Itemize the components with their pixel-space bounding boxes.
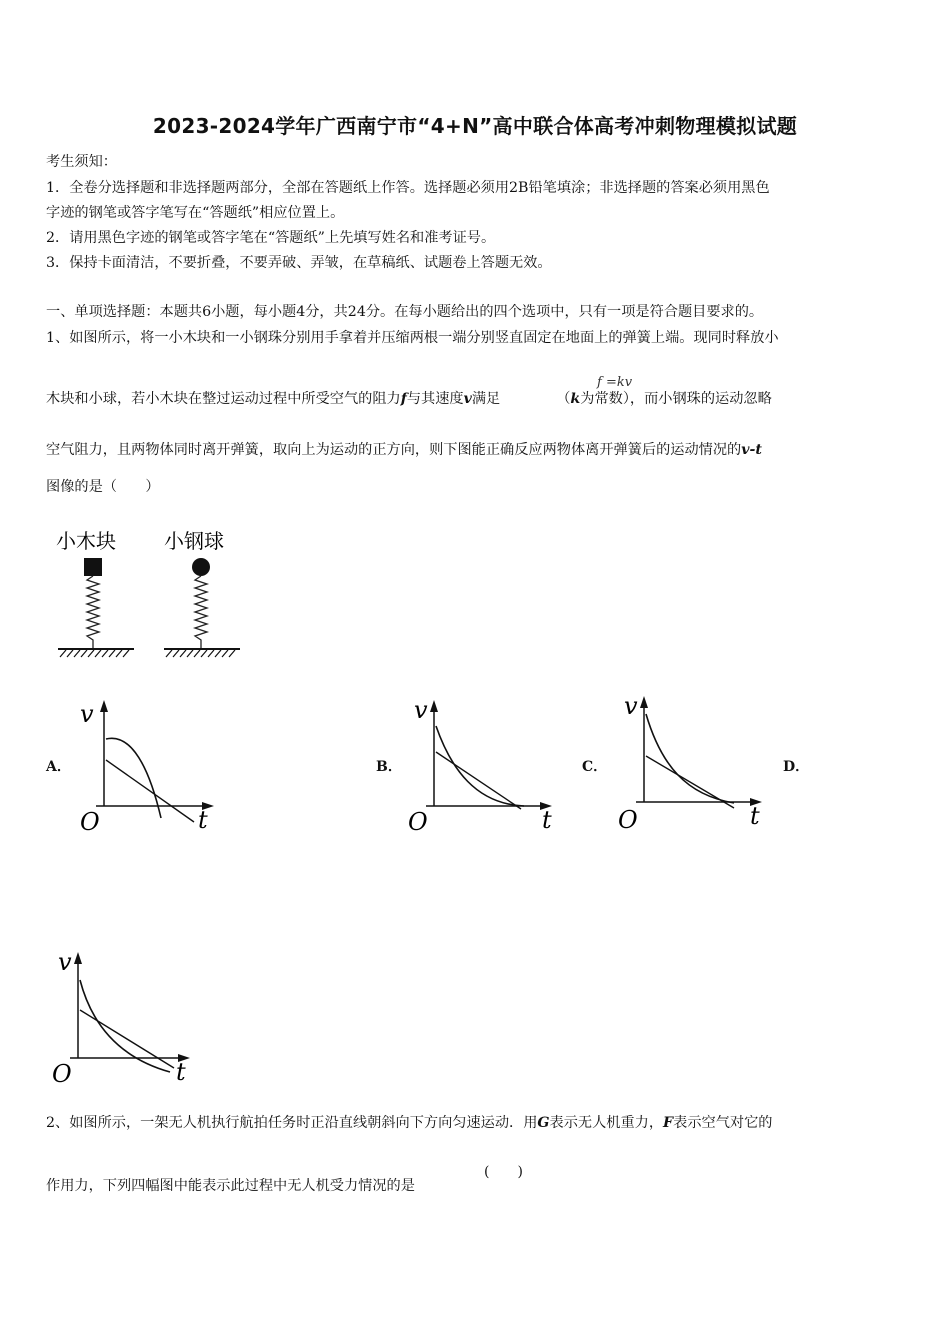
q1-var-k: k — [570, 391, 581, 407]
q1-text-d: （ — [556, 391, 571, 407]
axis-o-a: O — [80, 808, 100, 834]
notice-item-3: 3．保持卡面清洁，不要折叠，不要弄破、弄皱，在草稿纸、试题卷上答题无效。 — [46, 255, 552, 271]
q1-text-a: 木块和小球，若小木块在整过运动过程中所受空气的阻力 — [46, 391, 401, 407]
ground-right — [164, 649, 240, 657]
option-d-label[interactable]: D． — [783, 759, 810, 775]
label-wood-block: 小木块 — [56, 529, 116, 553]
notice-item-1-line-2: 字迹的钢笔或答字笔写在“答题纸”相应位置上。 — [46, 205, 345, 221]
q2-text-a: 2、如图所示，一架无人机执行航拍任务时正沿直线朝斜向下方向匀速运动．用 — [46, 1115, 538, 1131]
spring-figure — [50, 522, 250, 667]
formula-f-kv: f =kv — [597, 375, 633, 390]
curve-wood-b — [436, 726, 524, 806]
notice-item-1-line-1: 1．全卷分选择题和非选择题两部分，全部在答题纸上作答。选择题必须用2B铅笔填涂；非选择题的答案必须用黑色 — [46, 180, 770, 196]
axis-t-a: t — [198, 806, 208, 834]
spring-left — [87, 576, 99, 648]
spring-right — [195, 576, 207, 648]
line-steel-d — [80, 1010, 174, 1068]
q1-text-c: 满足 — [471, 391, 501, 407]
graph-a[interactable] — [76, 694, 221, 834]
q1-text-b: 与其速度 — [406, 391, 464, 407]
notice-item-2: 2．请用黑色字迹的钢笔或答字笔在“答题纸”上先填写姓名和准考证号。 — [46, 230, 496, 246]
option-a-label[interactable]: A． — [46, 759, 71, 775]
axis-v-c: v — [624, 692, 638, 720]
section-heading: 一、单项选择题：本题共6小题，每小题4分，共24分。在每小题给出的四个选项中，只有一项是符合题目要求的。 — [46, 304, 764, 320]
question-1-line-4: 图像的是（ ） — [46, 479, 160, 495]
line-steel-b — [436, 752, 521, 809]
q1-text-e: 为常数），而小钢珠的运动忽略 — [580, 391, 772, 407]
axis-t-d: t — [176, 1058, 186, 1086]
line-steel-c — [646, 756, 734, 808]
question-1-line-2 — [46, 389, 772, 409]
label-steel-ball: 小钢球 — [164, 529, 224, 553]
page-title: 2023-2024学年广西南宁市“4+N”高中联合体高考冲刺物理模拟试题 — [152, 114, 798, 138]
ground-left — [58, 649, 134, 657]
q2-var-g: G — [537, 1115, 550, 1131]
graph-c[interactable] — [616, 690, 776, 830]
question-1-line-3 — [46, 440, 762, 460]
notice-heading: 考生须知： — [46, 154, 117, 170]
question-1-line-1: 1、如图所示，将一小木块和一小钢珠分别用手拿着并压缩两根一端分别竖直固定在地面上的弹簧上端。现同时释放小 — [46, 330, 779, 346]
q2-text-c: 表示空气对它的 — [673, 1115, 773, 1131]
q2-var-f: F — [663, 1115, 674, 1131]
line-steel-a — [106, 760, 194, 822]
axis-v-d: v — [58, 948, 72, 976]
q1-text-line3: 空气阻力，且两物体同时离开弹簧，取向上为运动的正方向，则下图能正确反应两物体离开弹簧后的运动情况的 — [46, 442, 742, 458]
graph-b[interactable] — [406, 694, 566, 834]
graph-d[interactable] — [50, 946, 210, 1086]
option-c-label[interactable]: C． — [582, 759, 608, 775]
question-2-line-1 — [46, 1113, 772, 1133]
question-2-line-2: 作用力，下列四幅图中能表示此过程中无人机受力情况的是 — [46, 1178, 415, 1194]
axis-v-a: v — [80, 700, 94, 728]
axis-t-c: t — [750, 802, 760, 830]
question-2-answer-paren: ( ) — [484, 1164, 523, 1180]
q1-var-v: v — [463, 391, 472, 407]
axis-v-b: v — [414, 696, 428, 724]
axis-o-c: O — [618, 806, 638, 830]
steel-ball-shape — [192, 558, 210, 576]
q2-text-b: 表示无人机重力， — [549, 1115, 664, 1131]
q1-var-f: f — [400, 391, 407, 407]
option-b-label[interactable]: B． — [376, 759, 402, 775]
wood-block-shape — [84, 558, 102, 576]
curve-wood-c — [646, 714, 734, 803]
axis-t-b: t — [542, 806, 552, 834]
q1-var-vt: v-t — [741, 442, 762, 458]
axis-o-b: O — [408, 808, 428, 834]
axis-o-d: O — [52, 1060, 72, 1086]
